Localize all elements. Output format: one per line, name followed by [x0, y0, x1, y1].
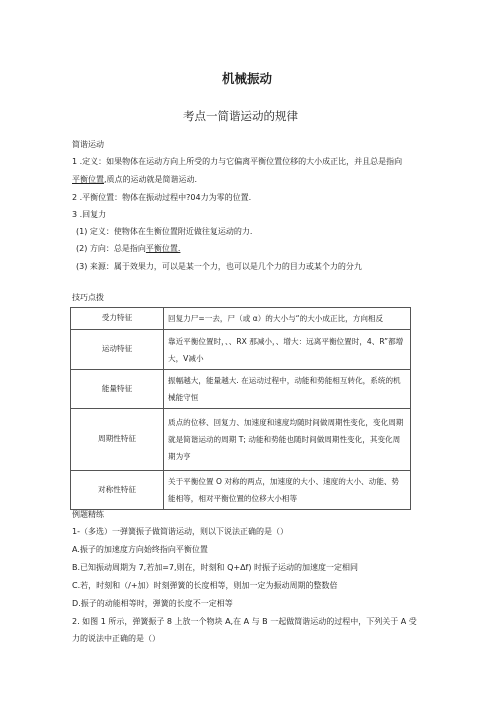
definition-tail: ,质点的运动就是简谐运动. [104, 175, 198, 184]
examples-heading: 例题精练 [72, 510, 104, 519]
restoring-force-direction [76, 244, 180, 255]
table-row [71, 471, 411, 510]
row-content: 关于平衡位置 O 对称的两点，加速度的大小、速度的大小、动能、势能相等，相对平衡位置的位移大小相等 [164, 471, 411, 510]
section-heading: 简谐运动 [72, 140, 104, 149]
direction-label: (2) 方向：总是指向 [76, 244, 146, 253]
question-2-line-2: 力的说法中正确的是（） [72, 634, 160, 643]
definition-line-1: 1 .定义：如果物体在运动方向上所受的力与它偏离平衡位置位移的大小成正比，并且总是指向 [72, 157, 403, 166]
row-header: 运动特征 [71, 330, 164, 370]
tips-table [70, 307, 411, 510]
restoring-force-heading: 3 .回复力 [72, 210, 107, 219]
question-1-option-a: A.振子的加速度方向始终指向平衡位置 [72, 545, 208, 554]
table-row [71, 370, 411, 409]
table-row [71, 330, 411, 370]
row-content: 回复力尸=一去，尸（或 α）的大小与“的大小成正比，方向相反 [164, 308, 411, 330]
restoring-force-source: (3) 来源：属于效果力，可以是某一个力，也可以是几个力的目力或某个力的分九 [76, 262, 362, 271]
question-1-option-d: D.振子的动能相等时，弹簧的长度不一定相等 [72, 599, 233, 608]
row-header: 对称性特征 [71, 471, 164, 510]
restoring-force-def: (1) 定义：使物体在生衡位置附近做往复运动的力. [76, 227, 253, 236]
definition-line-2 [72, 175, 197, 186]
doc-title: 机械振动 [222, 71, 273, 86]
table-row [71, 308, 411, 330]
question-1-option-b: B.已知振动周期为 7,若加=7,则在，时刻和 Q+Δf) 时振子运动的加速度一定相同 [72, 563, 359, 572]
equilibrium-line: 2 .平衡位置：物体在振动过程中?04力为零的位置. [72, 193, 252, 202]
tips-heading: 技巧点拨 [72, 293, 104, 302]
underlined-term: 平衡位置 [72, 175, 104, 184]
row-header: 受力特征 [71, 308, 164, 330]
row-content: 振幅越大，能量越大. 在运动过程中，动能和势能相互转化，系统的机械能守恒 [164, 370, 411, 409]
question-2-line-1: 2. 如图 1 所示，弹簧振子 8 上放一个物块 A,在 A 与 B 一起做简谐运动的过程中，下列关于 A 受 [72, 617, 417, 626]
row-content: 靠近平衡位置时，、、RX 那减小，、增大：远离平衡位置时，4、R”都增大，V减小 [164, 330, 411, 370]
question-1-option-c: C.若，时刻和（/+加）时刻弹簧的长度相等，则加一定为振动周期的整数倍 [72, 581, 338, 590]
direction-term: 平衡位置. [145, 244, 181, 253]
row-header: 周期性特征 [71, 409, 164, 471]
table-row [71, 409, 411, 471]
row-header: 能量特征 [71, 370, 164, 409]
question-1: 1-（多选）一弹簧振子做简谐运动，则以下说法正确的是（） [72, 527, 288, 536]
row-content: 质点的位移、回复力、加速度和速度均随时间做周期性变化，变化周期就是简谐运动的周期 T; 动能和势能也随时间做周期性变化，其变化周期为亨 [164, 409, 411, 471]
section-title: 考点一简谐运动的规律 [183, 109, 298, 123]
